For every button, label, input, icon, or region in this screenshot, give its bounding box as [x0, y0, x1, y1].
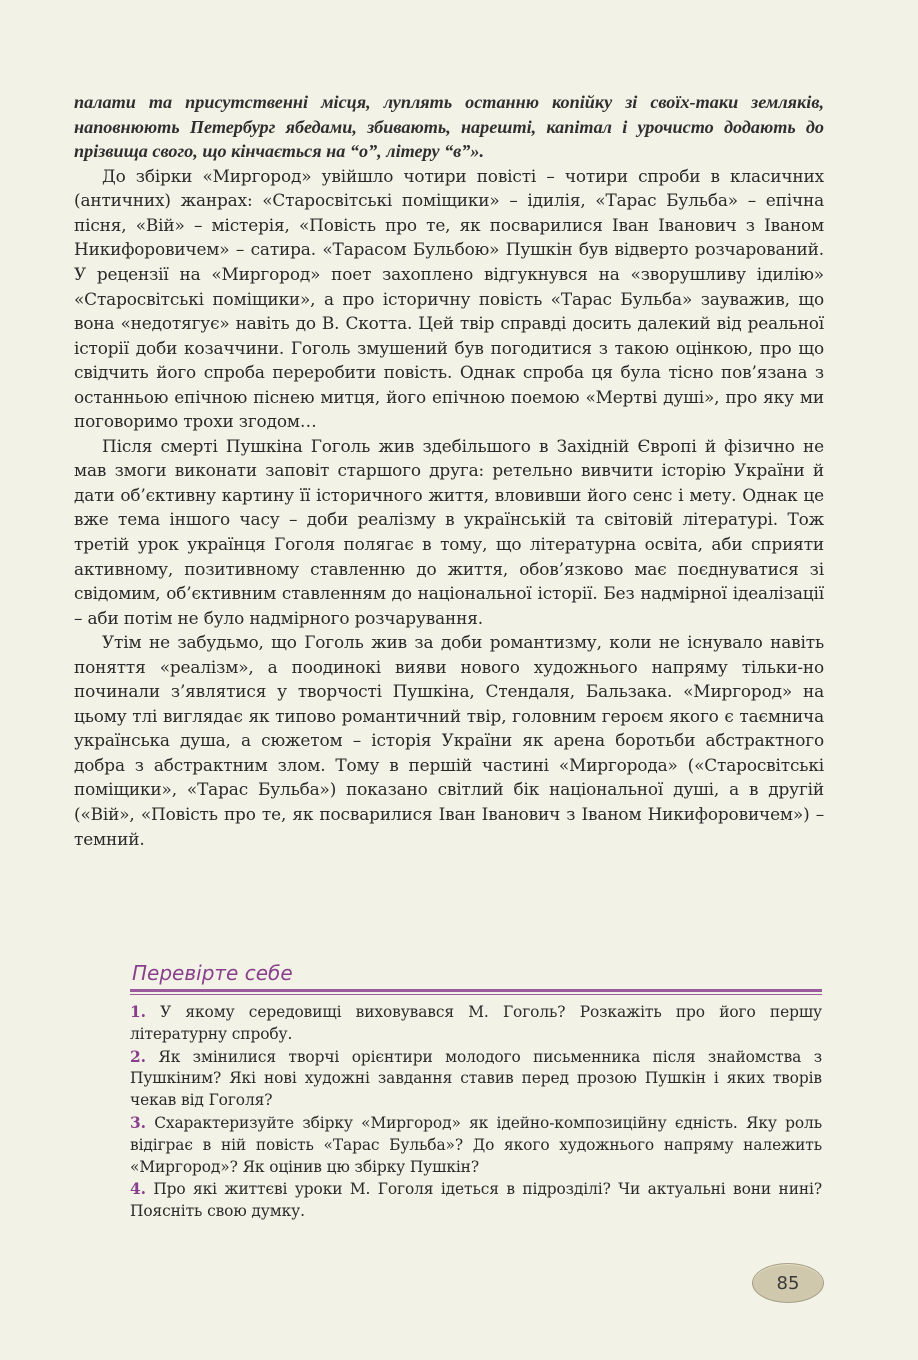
question-item — [130, 1002, 822, 1046]
question-text: Про які життєві уроки М. Гоголя ідеться в підрозділі? Чи актуальні вони нині? Поясніть свою думку. — [130, 1180, 822, 1221]
main-text — [74, 90, 824, 851]
question-text: Як змінилися творчі орієнтири молодого письменника після знайомства з Пушкіним? Які нові художні завдання ставив перед прозою Пушкін і яких творів чекав від Гоголя? — [130, 1047, 822, 1110]
page-number: 85 — [776, 1272, 800, 1294]
question-number: 4. — [130, 1180, 146, 1199]
question-item — [130, 1113, 822, 1178]
question-text: У якому середовищі виховувався М. Гоголь? Розкажіть про його першу літературну спробу. — [130, 1003, 822, 1043]
question-number: 2. — [130, 1047, 146, 1066]
question-text: Схарактеризуйте збірку «Миргород» як ідейно-композиційну єдність. Яку роль відіграє в ній повість «Тарас Бульба»? До якого художнього напряму належить «Миргород»? Як оцінив цю збірку Пушкін? — [130, 1113, 822, 1176]
questions-list — [130, 1002, 822, 1224]
question-number: 1. — [130, 1003, 146, 1021]
paragraph-2: Після смерті Пушкіна Гоголь жив здебільшого в Західній Європі й фізично не мав змоги виконати заповіт старшого друга: ретельно вивчити історію України й дати об’єктивну картину її історичного життя, вловивши його сенс і мету. Однак це вже тема іншого часу – доби реалізму в українській та світовій літературі. Тож третій урок українця Гоголя полягає в тому, що літературна освіта, аби сприяти активному, позитивному ставленню до життя, обов’язково має поєднуватися зі свідомим, об’єктивним ставленням до національної історії. Без надмірної ідеалізації – аби потім не було надмірного розчарування. — [74, 435, 824, 628]
question-number: 3. — [130, 1113, 146, 1132]
check-yourself-header — [130, 960, 822, 995]
section-rule-thick — [130, 989, 822, 992]
question-item — [130, 1179, 822, 1223]
section-title: Перевірте себе — [132, 961, 293, 985]
section-rule-thin — [130, 994, 822, 995]
quote-text: палати та присутственні місця, луплять останню копійку зі своїх-таки земляків, наповнюють Петербург ябедами, збивають, нарешті, капітал і урочисто додають до прізвища свого, що кінчається на “о”, літеру “в”». — [74, 92, 824, 162]
paragraph-3: Утім не забудьмо, що Гоголь жив за доби романтизму, коли не існувало навіть поняття «реалізм», а поодинокі вияви нового художнього напряму тільки-но починали з’являтися у творчості Пушкіна, Стендаля, Бальзака. «Миргород» на цьому тлі виглядає як типово романтичний твір, головним героєм якого є таємнича українська душа, а сюжетом – історія України як арена боротьби абстрактного добра з абстрактним злом. Тому в першій частині «Миргорода» («Старосвітські поміщики», «Тарас Бульба») показано світлий бік національної душі, а в другій («Вій», «Повість про те, як посварилися Іван Іванович з Іваном Никифоровичем») – темний. — [74, 632, 824, 849]
page-number-badge — [752, 1263, 824, 1303]
paragraph-1: До збірки «Миргород» увійшло чотири повісті – чотири спроби в класичних (античних) жанрах: «Старосвітські поміщики» – ідилія, «Тарас Бульба» – епічна пісня, «Вій» – містерія, «Повість про те, як посварилися Іван Іванович з Іваном Никифоровичем» – сатира. «Тарасом Бульбою» Пушкін був відверто розчарований. У рецензії на «Миргород» поет захоплено відгукнувся на «зворушливу ідилію» «Старосвітські поміщики», а про історичну повість «Тарас Бульба» зауважив, що вона «недотягує» навіть до В. Скотта. Цей твір справді досить далекий від реальної історії доби козаччини. Гоголь змушений був погодитися з такою оцінкою, про що свідчить його спроба переробити повість. Однак спроба ця була тісно пов’язана з останньою епічною піснею митця, його епічною поемою «Мертві душі», про яку ми поговоримо трохи згодом… — [74, 165, 824, 432]
question-item — [130, 1047, 822, 1112]
